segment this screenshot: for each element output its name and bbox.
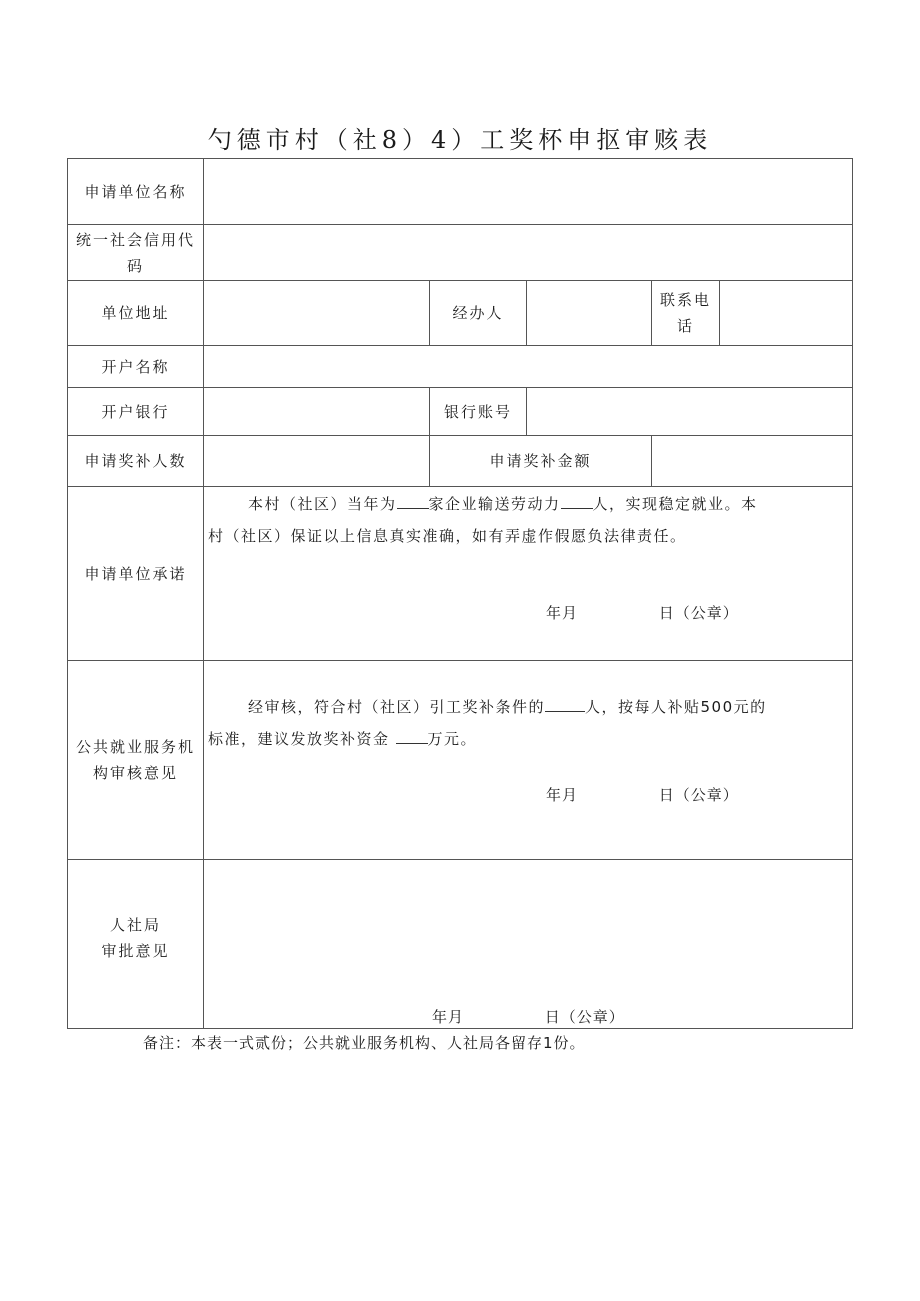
review-text-line2a: 标准，建议发放奖补资金 [208,730,390,748]
review-text-part1: 经审核，符合村（社区）引工奖补条件的 [248,698,546,716]
labor-count-blank[interactable] [561,490,593,509]
form-title: 勺德市村（社8）4）工奖杯申抠审赅表 [207,126,713,154]
approval-label-line2: 审批意见 [101,942,170,960]
bank-label: 开户银行 [101,402,170,421]
bank-account-field[interactable] [526,387,853,436]
commitment-text-part2: 家企业输送劳动力 [428,495,561,513]
commitment-date-seal: 年月 日（公章） [546,604,739,622]
subsidy-amount-label: 申请奖补金额 [489,452,592,470]
subsidy-count-field[interactable] [203,435,430,487]
phone-label [651,280,720,346]
account-name-field[interactable] [203,345,853,388]
handler-label: 经办人 [452,304,504,322]
review-label-line1: 公共就业服务机 [75,738,195,756]
applicant-name-label: 申请单位名称 [84,182,187,201]
review-statement [208,691,848,755]
credit-code-label-line1: 统一社会信用代 [75,230,195,249]
address-label: 单位地址 [101,304,170,322]
applicant-name-field[interactable] [203,158,853,225]
review-text-line2b: 万元。 [427,730,478,748]
phone-label-line2: 话 [676,317,694,335]
approval-label-line1: 人社局 [109,916,161,934]
credit-code-field[interactable] [203,224,853,281]
approval-label [67,905,204,971]
enterprise-count-blank[interactable] [397,490,429,509]
commitment-label: 申请单位承诺 [84,564,187,583]
phone-label-line1: 联系电 [659,291,711,309]
review-label-line2: 构审核意见 [92,764,178,782]
form-note: 备注：本表一式贰份；公共就业服务机构、人社局各留存1份。 [143,1034,586,1052]
eligible-count-blank[interactable] [545,693,585,712]
commitment-text-line2: 村（社区）保证以上信息真实准确，如有弄虚作假愿负法律责任。 [208,527,687,545]
approval-date-seal: 年月 日（公章） [432,1008,625,1026]
address-field[interactable] [203,280,430,346]
commitment-statement [208,488,848,552]
subsidy-amount-field[interactable] [651,435,853,487]
subsidy-count-label: 申请奖补人数 [84,452,187,470]
commitment-text-part3: 人，实现稳定就业。本 [592,495,758,513]
review-date-seal: 年月 日（公章） [546,786,739,804]
fund-amount-blank[interactable] [396,725,428,744]
handler-field[interactable] [526,280,652,346]
approval-field[interactable] [203,859,853,1029]
review-label [67,660,204,860]
credit-code-label [67,224,204,281]
commitment-text-part1: 本村（社区）当年为 [248,495,397,513]
phone-field[interactable] [719,280,853,346]
account-name-label: 开户名称 [101,357,170,376]
bank-account-label: 银行账号 [443,402,512,421]
credit-code-label-line2: 码 [126,256,144,275]
bank-field[interactable] [203,387,430,436]
review-field [203,660,853,860]
review-text-part2: 人，按每人补贴500元的 [585,698,767,716]
